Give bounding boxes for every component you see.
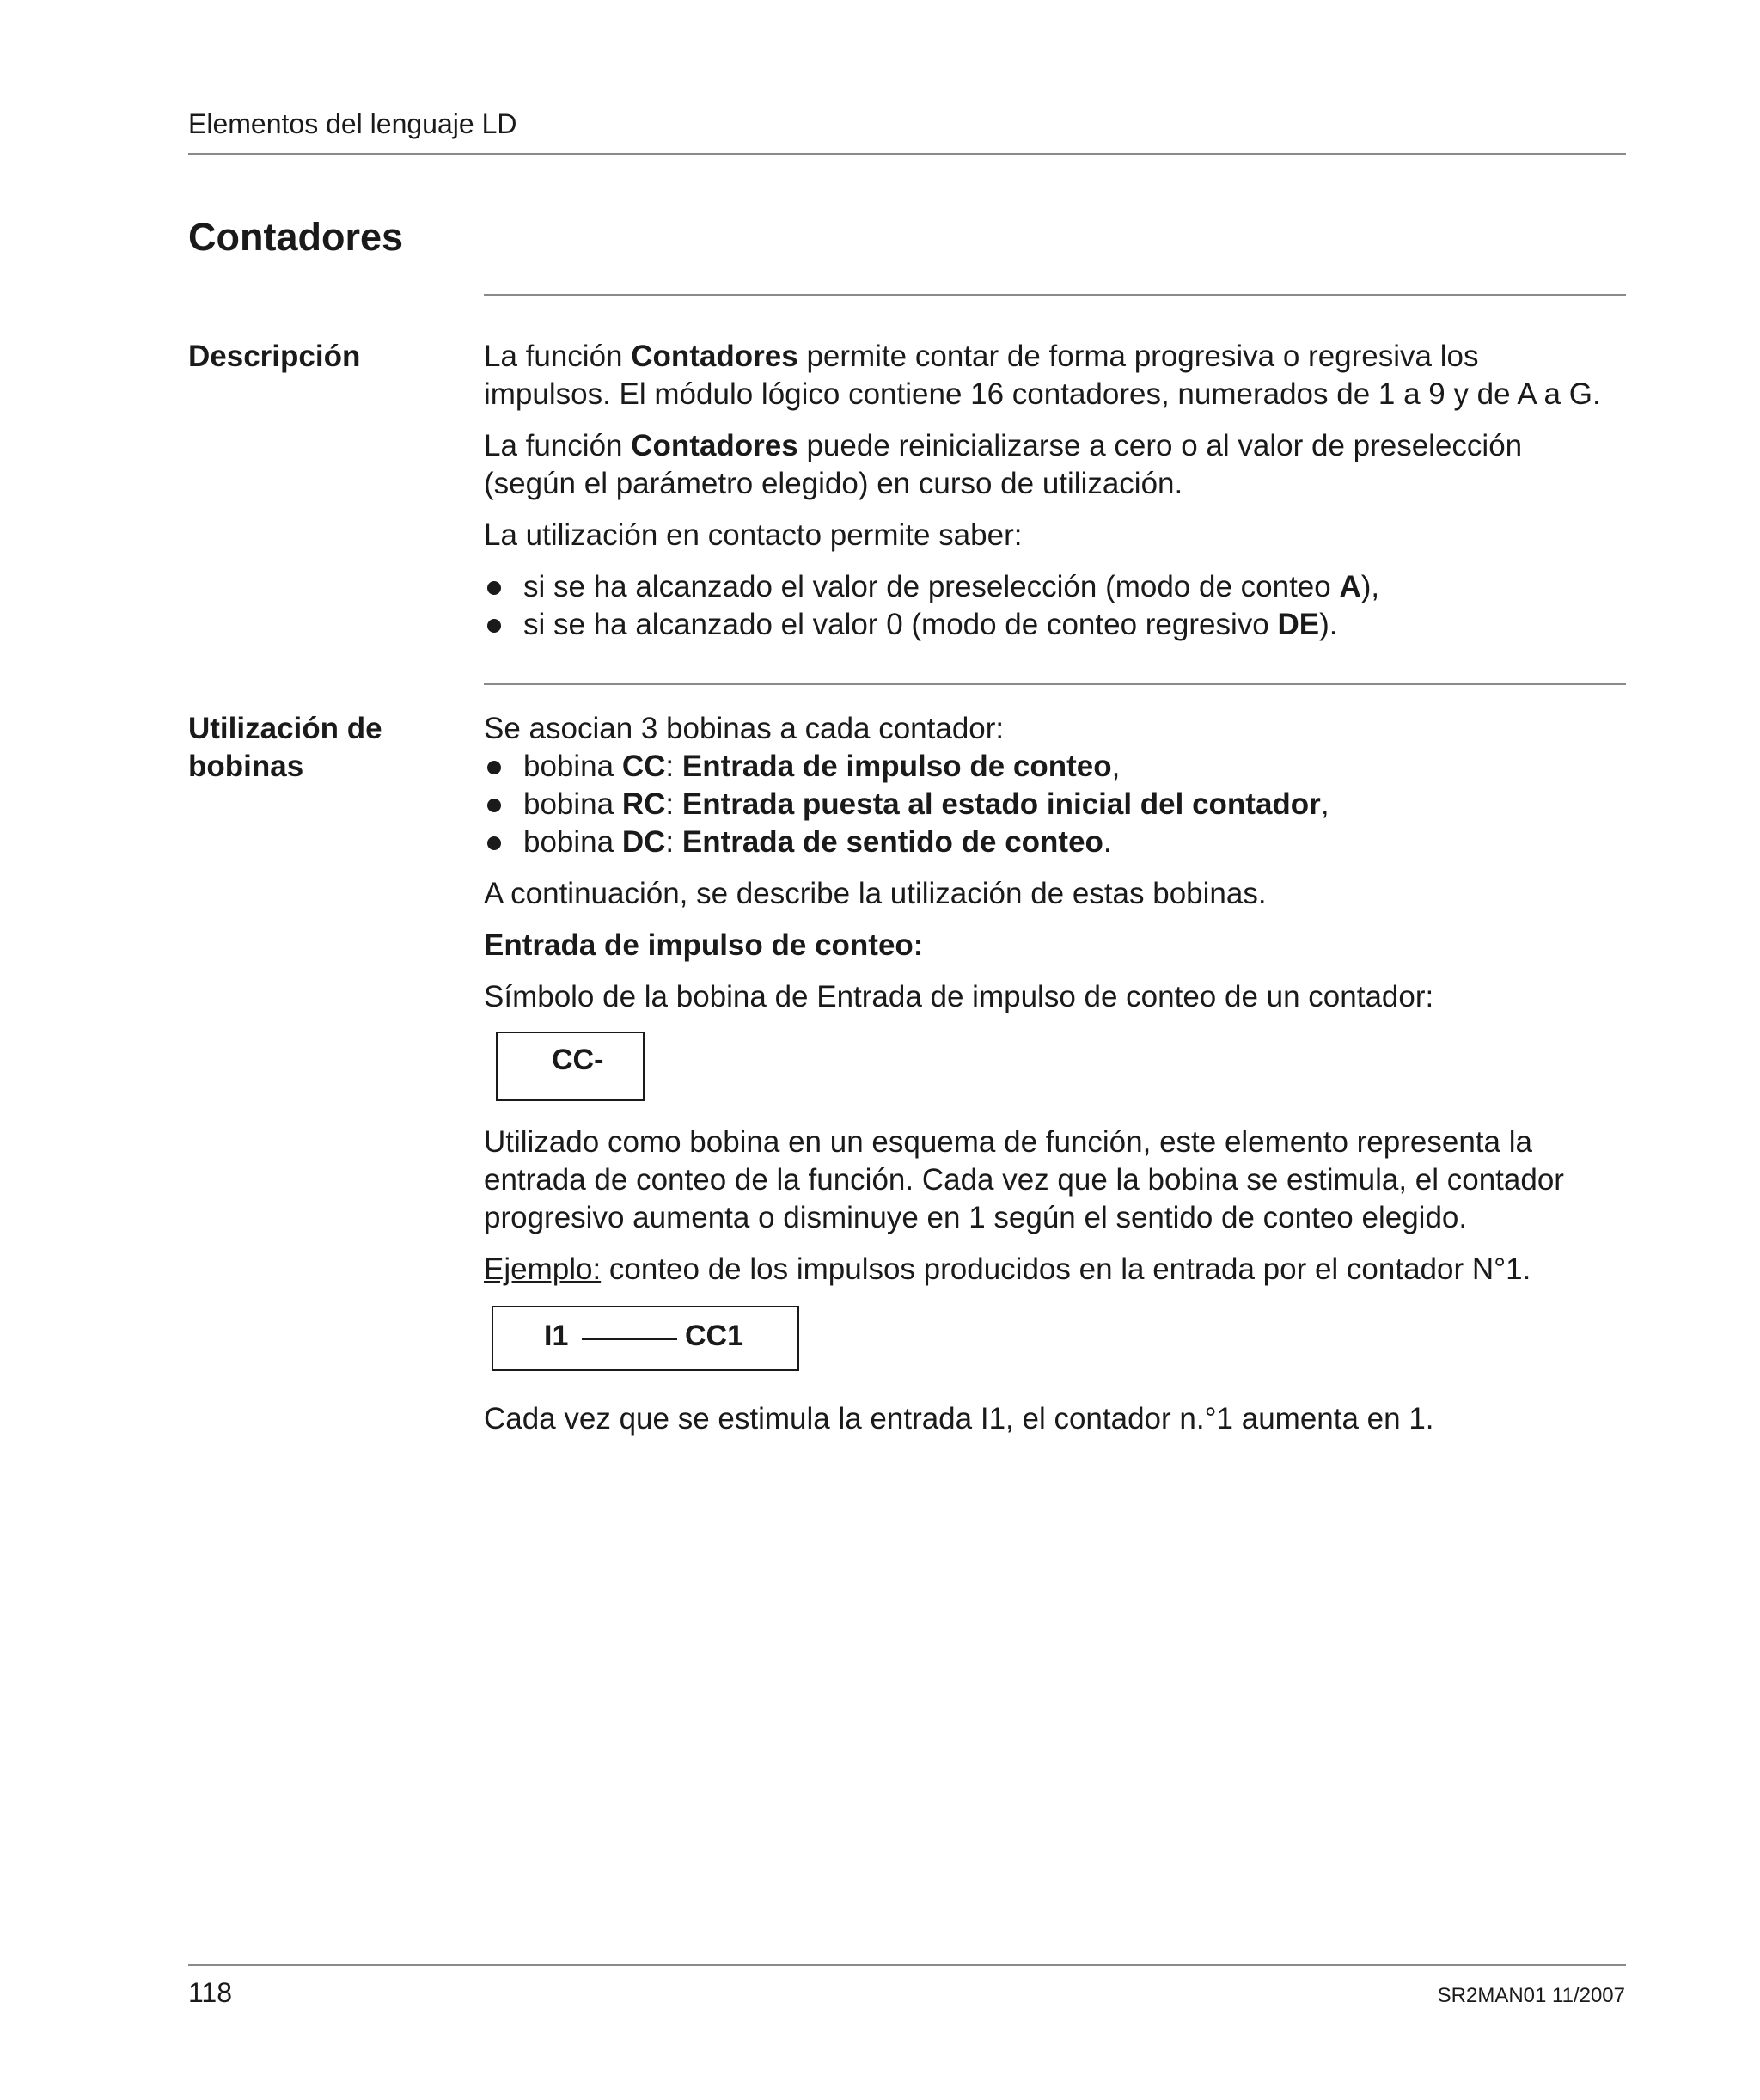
text: : [665, 825, 682, 859]
text: si se ha alcanzado el valor 0 (modo de conteo regresivo [523, 608, 1278, 641]
bullet-icon [487, 836, 501, 850]
text: Utilizado como bobina en un esquema de función, este elemento representa la [484, 1125, 1532, 1159]
text: bobina [523, 750, 622, 783]
bullet-icon [487, 799, 501, 812]
text: bobina [523, 825, 622, 859]
text: La función [484, 340, 632, 373]
running-header: Elementos del lenguaje LD [188, 108, 517, 139]
coil-description: Entrada de sentido de conteo [681, 825, 1103, 859]
list-item [484, 748, 1627, 786]
page-title: Contadores [188, 215, 404, 259]
text: si se ha alcanzado el valor de preselección (modo de conteo [523, 570, 1340, 603]
descripcion-label: Descripción [188, 340, 361, 373]
bold-term: A [1339, 570, 1361, 603]
descripcion-paragraph-3: La utilización en contacto permite saber: [484, 518, 1023, 552]
result-paragraph: Cada vez que se estimula la entrada I1, el contador n.°1 aumenta en 1. [484, 1402, 1434, 1436]
bullet-icon [487, 761, 501, 774]
header-rule [188, 153, 1626, 155]
page-number: 118 [188, 1977, 233, 2008]
list-item [484, 568, 1627, 606]
bobinas-continuation: A continuación, se describe la utilización de estas bobinas. [484, 877, 1267, 910]
coil-description: Entrada puesta al estado inicial del contador [681, 787, 1321, 821]
text: . [1103, 825, 1112, 859]
list-item [484, 606, 1627, 644]
bobinas-bullet-list [484, 748, 1627, 861]
coil-symbol-label: CC- [552, 1044, 604, 1076]
bullet-icon [487, 619, 501, 633]
bullet-icon [487, 581, 501, 595]
descripcion-paragraph-2 [484, 427, 1627, 503]
descripcion-body [484, 338, 1627, 644]
section-rule-1 [484, 294, 1626, 296]
coil-symbol-box [496, 1032, 645, 1101]
bobinas-intro: Se asocian 3 bobinas a cada contador: [484, 712, 1005, 745]
text: ). [1319, 608, 1338, 641]
text: puede reinicializarse a cero o al valor de preselección [798, 429, 1523, 462]
text: ), [1360, 570, 1380, 603]
text: , [1111, 750, 1121, 783]
usage-paragraph [484, 1123, 1627, 1237]
coil-description: Entrada de impulso de conteo [681, 750, 1112, 783]
text: Utilización de [188, 712, 382, 745]
input-contact-label: I1 [544, 1319, 569, 1352]
example-line [484, 1251, 1627, 1289]
text: : [665, 787, 682, 821]
footer-rule [188, 1964, 1626, 1966]
text: bobina [523, 787, 622, 821]
bobinas-label [188, 710, 446, 786]
section-rule-2 [484, 683, 1626, 685]
document-reference: SR2MAN01 11/2007 [1437, 1984, 1625, 2007]
symbol-caption: Símbolo de la bobina de Entrada de impulso de conteo de un contador: [484, 980, 1434, 1013]
list-item [484, 823, 1627, 861]
descripcion-bullet-list [484, 568, 1627, 644]
text: entrada de conteo de la función. Cada vez que la bobina se estimula, el contador [484, 1163, 1564, 1197]
connection-line [582, 1338, 677, 1340]
bold-term: Contadores [631, 429, 798, 462]
text: impulsos. El módulo lógico contiene 16 contadores, numerados de 1 a 9 y de A a G. [484, 377, 1601, 411]
list-item [484, 786, 1627, 823]
descripcion-paragraph-1 [484, 338, 1627, 413]
coil-code: DC [621, 825, 666, 859]
text: : [665, 750, 682, 783]
text: conteo de los impulsos producidos en la entrada por el contador N°1. [601, 1252, 1531, 1286]
text: progresivo aumenta o disminuye en 1 según el sentido de conteo elegido. [484, 1201, 1468, 1234]
example-label: Ejemplo: [484, 1252, 602, 1286]
example-diagram [492, 1306, 799, 1371]
text: (según el parámetro elegido) en curso de utilización. [484, 467, 1183, 500]
subheading-text: Entrada de impulso de conteo: [484, 928, 924, 962]
bold-term: Contadores [631, 340, 798, 373]
bobinas-body [484, 710, 1627, 1016]
output-coil-label: CC1 [685, 1319, 744, 1352]
text: bobinas [188, 750, 304, 783]
coil-code: CC [621, 750, 666, 783]
text: permite contar de forma progresiva o regresiva los [798, 340, 1479, 373]
usage-block [484, 1123, 1627, 1289]
text: , [1320, 787, 1329, 821]
subheading [484, 927, 1627, 964]
bold-term: DE [1277, 608, 1320, 641]
coil-code: RC [621, 787, 666, 821]
text: La función [484, 429, 632, 462]
